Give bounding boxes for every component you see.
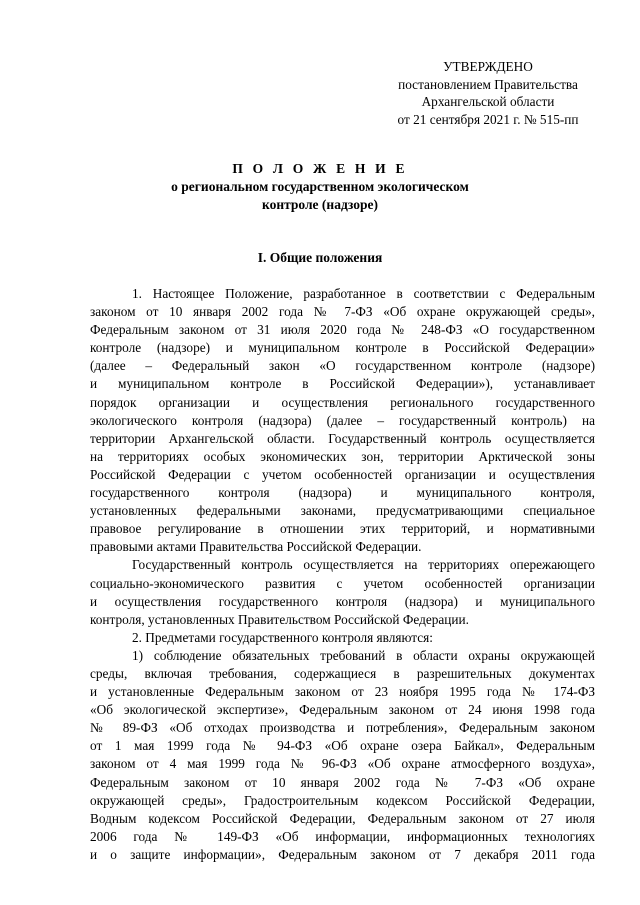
- body-line: и о защите информации», Федеральным законом от 7 декабря 2011 года: [90, 846, 595, 862]
- body-line: контроле (надзоре) и муниципальном контроле в Российской Федерации»: [90, 340, 595, 356]
- approval-line: Архангельской области: [421, 94, 555, 109]
- body-line: и муниципальном контроле в Российской Федерации»), устанавливает: [90, 376, 595, 392]
- approval-line: от 21 сентября 2021 г. № 515-пп: [397, 111, 579, 127]
- body-line: экологического контроля (надзора) (далее – государственный контроль) на: [90, 412, 595, 428]
- body-line: установленных федеральными законами, предусматривающими специальное: [90, 503, 595, 519]
- body-line: Российской Федерации с учетом особенностей организации и осуществления: [90, 466, 595, 482]
- document-subtitle-line: о региональном государственном экологическом: [171, 179, 469, 194]
- body-line: (далее – Федеральный закон «О государственном контроле (надзоре): [90, 358, 595, 374]
- body-line: социально-экономического развития с учетом особенностей организации: [90, 575, 595, 591]
- approval-stamp: [372, 58, 604, 128]
- body-line: Федеральным законом от 10 января 2002 года № 7-ФЗ «Об охране: [90, 774, 595, 790]
- body-line: правовыми актами Правительства Российской Федерации.: [90, 539, 422, 555]
- body-line: порядок организации и осуществления регионального государственного: [90, 394, 595, 410]
- body-line: контроля, установленных Правительством Российской Федерации.: [90, 611, 469, 627]
- body-line: законом от 10 января 2002 года № 7-ФЗ «Об охране окружающей среды»,: [90, 304, 595, 320]
- body-line: окружающей среды», Градостроительным кодексом Российской Федерации,: [90, 792, 595, 808]
- body-line: территории Архангельской области. Государственный контроль осуществляется: [90, 430, 595, 446]
- body-line: 2. Предметами государственного контроля являются:: [132, 629, 433, 645]
- body-line: на территориях особых экономических зон, территории Арктической зоны: [90, 448, 595, 464]
- body-line: «Об экологической экспертизе», Федеральным законом от 24 июня 1998 года: [90, 702, 595, 718]
- body-line: среды, включая требования, содержащиеся в разрешительных документах: [90, 665, 595, 681]
- body-line: от 1 мая 1999 года № 94-ФЗ «Об охране озера Байкал», Федеральным: [90, 738, 595, 754]
- approval-line: постановлением Правительства: [398, 76, 578, 92]
- document-heading: П О Л О Ж Е Н И Е: [232, 161, 408, 176]
- body-line: и осуществления государственного контроля (надзора) и муниципального: [90, 593, 595, 609]
- body-line: № 89-ФЗ «Об отходах производства и потребления», Федеральным законом: [90, 720, 595, 736]
- body-line: законом от 4 мая 1999 года № 96-ФЗ «Об охране атмосферного воздуха»,: [90, 756, 595, 772]
- approval-line: УТВЕРЖДЕНО: [443, 59, 533, 74]
- body-line: Водным кодексом Российской Федерации, Федеральным законом от 27 июля: [90, 810, 595, 826]
- body-line: Федеральным законом от 31 июля 2020 года № 248-ФЗ «О государственном: [90, 322, 595, 338]
- body-line: 1. Настоящее Положение, разработанное в соответствии с Федеральным: [132, 286, 595, 301]
- section-title: I. Общие положения: [257, 250, 383, 265]
- body-line: 2006 года № 149-ФЗ «Об информации, информационных технологиях: [90, 828, 595, 844]
- body-line: 1) соблюдение обязательных требований в области охраны окружающей: [132, 647, 595, 663]
- body-line: государственного контроля (надзора) и муниципального контроля,: [90, 485, 595, 501]
- document-subtitle-line: контроле (надзоре): [261, 197, 379, 212]
- body-line: правовое регулирование в отношении этих территорий, и нормативными: [90, 521, 595, 537]
- body-line: Государственный контроль осуществляется на территориях опережающего: [132, 557, 595, 573]
- document-title: [0, 160, 640, 214]
- document-body: [90, 285, 595, 864]
- body-line: и установленные Федеральным законом от 23 ноября 1995 года № 174-ФЗ: [90, 684, 595, 700]
